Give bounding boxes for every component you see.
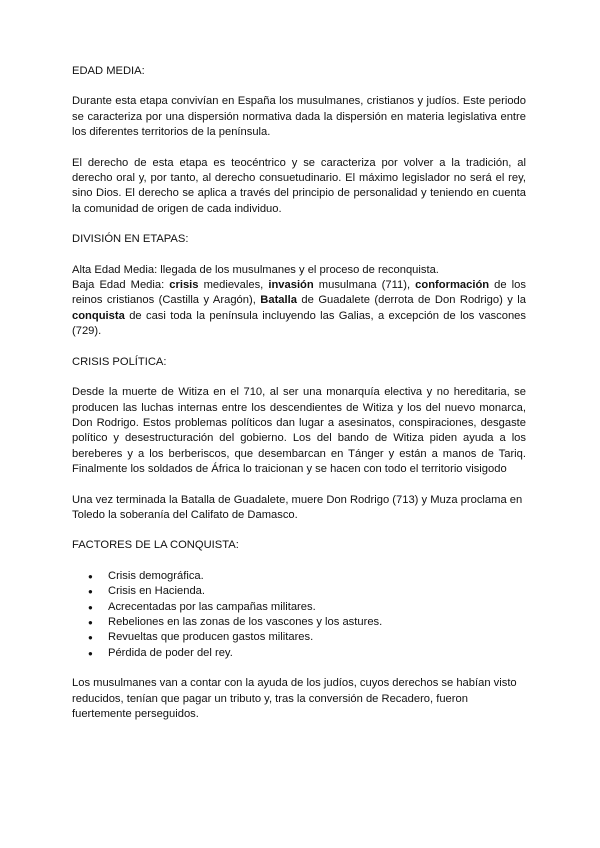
heading-division-etapas: DIVISIÓN EN ETAPAS: bbox=[72, 233, 189, 246]
list-factores bbox=[72, 569, 526, 661]
paragraph-baja-edad-media: Baja Edad Media: crisis medievales, invasión musulmana (711), conformación de los reinos cristianos (Castilla y Aragón), Batalla de Guadalete (derrota de Don Rodrigo) y la conquista de casi toda la península incluyendo las Galias, a excepción de los vascones (729). bbox=[72, 279, 526, 338]
paragraph-crisis-politica: Desde la muerte de Witiza en el 710, al ser una monarquía electiva y no hereditaria, se producen las luchas internas entre los descendientes de Witiza y los del nuevo monarca, Don Rodrigo. Estos problemas políticos dan lugar a asesinatos, conspiraciones, desgaste político y desestructuración del gobierno. Los del bando de Witiza piden ayuda a los bereberes y a los berberiscos, que desembarcan en Tánger y están a manos de Tariq. Finalmente los soldados de África lo traicionan y se hacen con todo el territorio visigodo bbox=[72, 386, 526, 476]
list-item: ● Crisis en Hacienda. bbox=[72, 584, 526, 599]
heading-factores-conquista: FACTORES DE LA CONQUISTA: bbox=[72, 539, 239, 552]
list-item: ● Pérdida de poder del rey. bbox=[72, 646, 526, 661]
list-item: ● Revueltas que producen gastos militares. bbox=[72, 630, 526, 645]
list-item: ● Rebeliones en las zonas de los vascones y los astures. bbox=[72, 615, 526, 630]
paragraph-guadalete: Una vez terminada la Batalla de Guadalete, muere Don Rodrigo (713) y Muza proclama en Toledo la soberanía del Califato de Damasco. bbox=[72, 493, 523, 521]
paragraph-intro: Durante esta etapa convivían en España los musulmanes, cristianos y judíos. Este periodo se caracteriza por una dispersión normativa dada la dispersión en materia legislativa entre los diferentes territorios de la península. bbox=[72, 95, 526, 139]
document-page bbox=[72, 64, 526, 722]
list-item: ● Acrecentadas por las campañas militares. bbox=[72, 600, 526, 615]
heading-crisis-politica: CRISIS POLÍTICA: bbox=[72, 355, 167, 368]
heading-edad-media: EDAD MEDIA: bbox=[72, 65, 145, 77]
list-item: ● Crisis demográfica. bbox=[72, 569, 526, 584]
paragraph-derecho: El derecho de esta etapa es teocéntrico y se caracteriza por volver a la tradición, al derecho oral y, por tanto, al derecho consuetudinario. El máximo legislador no será el rey, sino Dios. El derecho se aplica a través del principio de personalidad y teniendo en cuenta la comunidad de origen de cada individuo. bbox=[72, 156, 526, 215]
paragraph-judios: Los musulmanes van a contar con la ayuda de los judíos, cuyos derechos se habían visto reducidos, tenían que pagar un tributo y, tras la conversión de Recadero, fueron fuertemente perseguidos. bbox=[72, 677, 517, 720]
paragraph-alta-edad-media: Alta Edad Media: llegada de los musulmanes y el proceso de reconquista. bbox=[72, 263, 439, 276]
